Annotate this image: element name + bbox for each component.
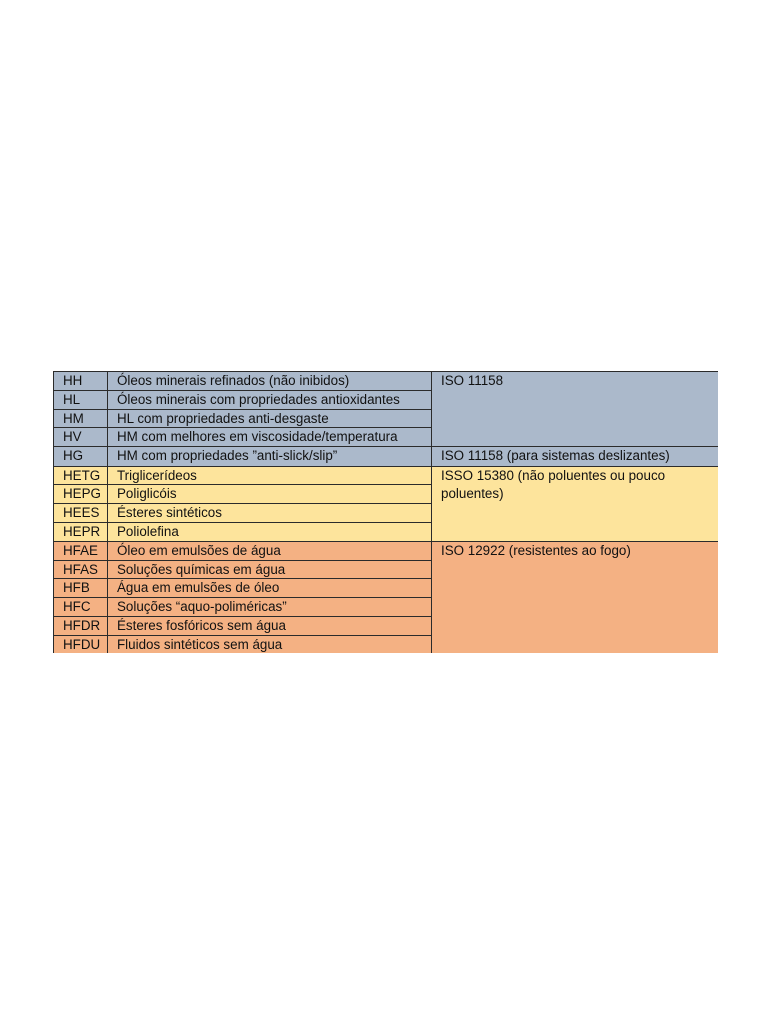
- table-row: [54, 372, 719, 391]
- fluid-code-cell: HH: [54, 372, 108, 391]
- standard-cell: ISO 11158: [432, 372, 719, 447]
- fluid-code-cell: HG: [54, 447, 108, 467]
- fluid-code-cell: HL: [54, 390, 108, 409]
- fluid-description-cell: Soluções “aquo-poliméricas”: [108, 598, 432, 617]
- table-body: [54, 372, 719, 654]
- fluid-code-cell: HFDU: [54, 635, 108, 653]
- fluid-code-cell: HM: [54, 409, 108, 428]
- fluid-description-cell: Óleos minerais refinados (não inibidos): [108, 372, 432, 391]
- fluid-description-cell: HL com propriedades anti-desgaste: [108, 409, 432, 428]
- fluid-description-cell: Soluções químicas em água: [108, 560, 432, 579]
- fluid-code-cell: HFDR: [54, 617, 108, 636]
- fluid-code-cell: HEPR: [54, 523, 108, 542]
- standard-cell: ISO 11158 (para sistemas deslizantes): [432, 447, 719, 467]
- fluid-code-cell: HV: [54, 428, 108, 447]
- table-row: [54, 447, 719, 467]
- table-row: [54, 541, 719, 560]
- fluid-description-cell: Triglicerídeos: [108, 466, 432, 485]
- standard-cell: ISO 12922 (resistentes ao fogo): [432, 541, 719, 653]
- fluid-description-cell: Água em emulsões de óleo: [108, 579, 432, 598]
- fluid-code-cell: HFC: [54, 598, 108, 617]
- fluid-code-cell: HEPG: [54, 485, 108, 504]
- fluid-code-cell: HFAE: [54, 541, 108, 560]
- fluid-description-cell: Fluidos sintéticos sem água: [108, 635, 432, 653]
- fluid-code-cell: HFAS: [54, 560, 108, 579]
- fluid-description-cell: Óleo em emulsões de água: [108, 541, 432, 560]
- table-row: [54, 466, 719, 485]
- fluid-description-cell: Poliglicóis: [108, 485, 432, 504]
- fluid-code-cell: HETG: [54, 466, 108, 485]
- fluid-code-cell: HEES: [54, 504, 108, 523]
- fluid-classification-table-wrapper: [53, 371, 718, 653]
- fluid-description-cell: Ésteres sintéticos: [108, 504, 432, 523]
- fluid-description-cell: Ésteres fosfóricos sem água: [108, 617, 432, 636]
- fluid-description-cell: HM com propriedades ”anti-slick/slip”: [108, 447, 432, 467]
- standard-cell: ISSO 15380 (não poluentes ou pouco poluentes): [432, 466, 719, 541]
- fluid-description-cell: Óleos minerais com propriedades antioxidantes: [108, 390, 432, 409]
- fluid-classification-table: [53, 371, 718, 653]
- fluid-description-cell: Poliolefina: [108, 523, 432, 542]
- fluid-description-cell: HM com melhores em viscosidade/temperatura: [108, 428, 432, 447]
- fluid-code-cell: HFB: [54, 579, 108, 598]
